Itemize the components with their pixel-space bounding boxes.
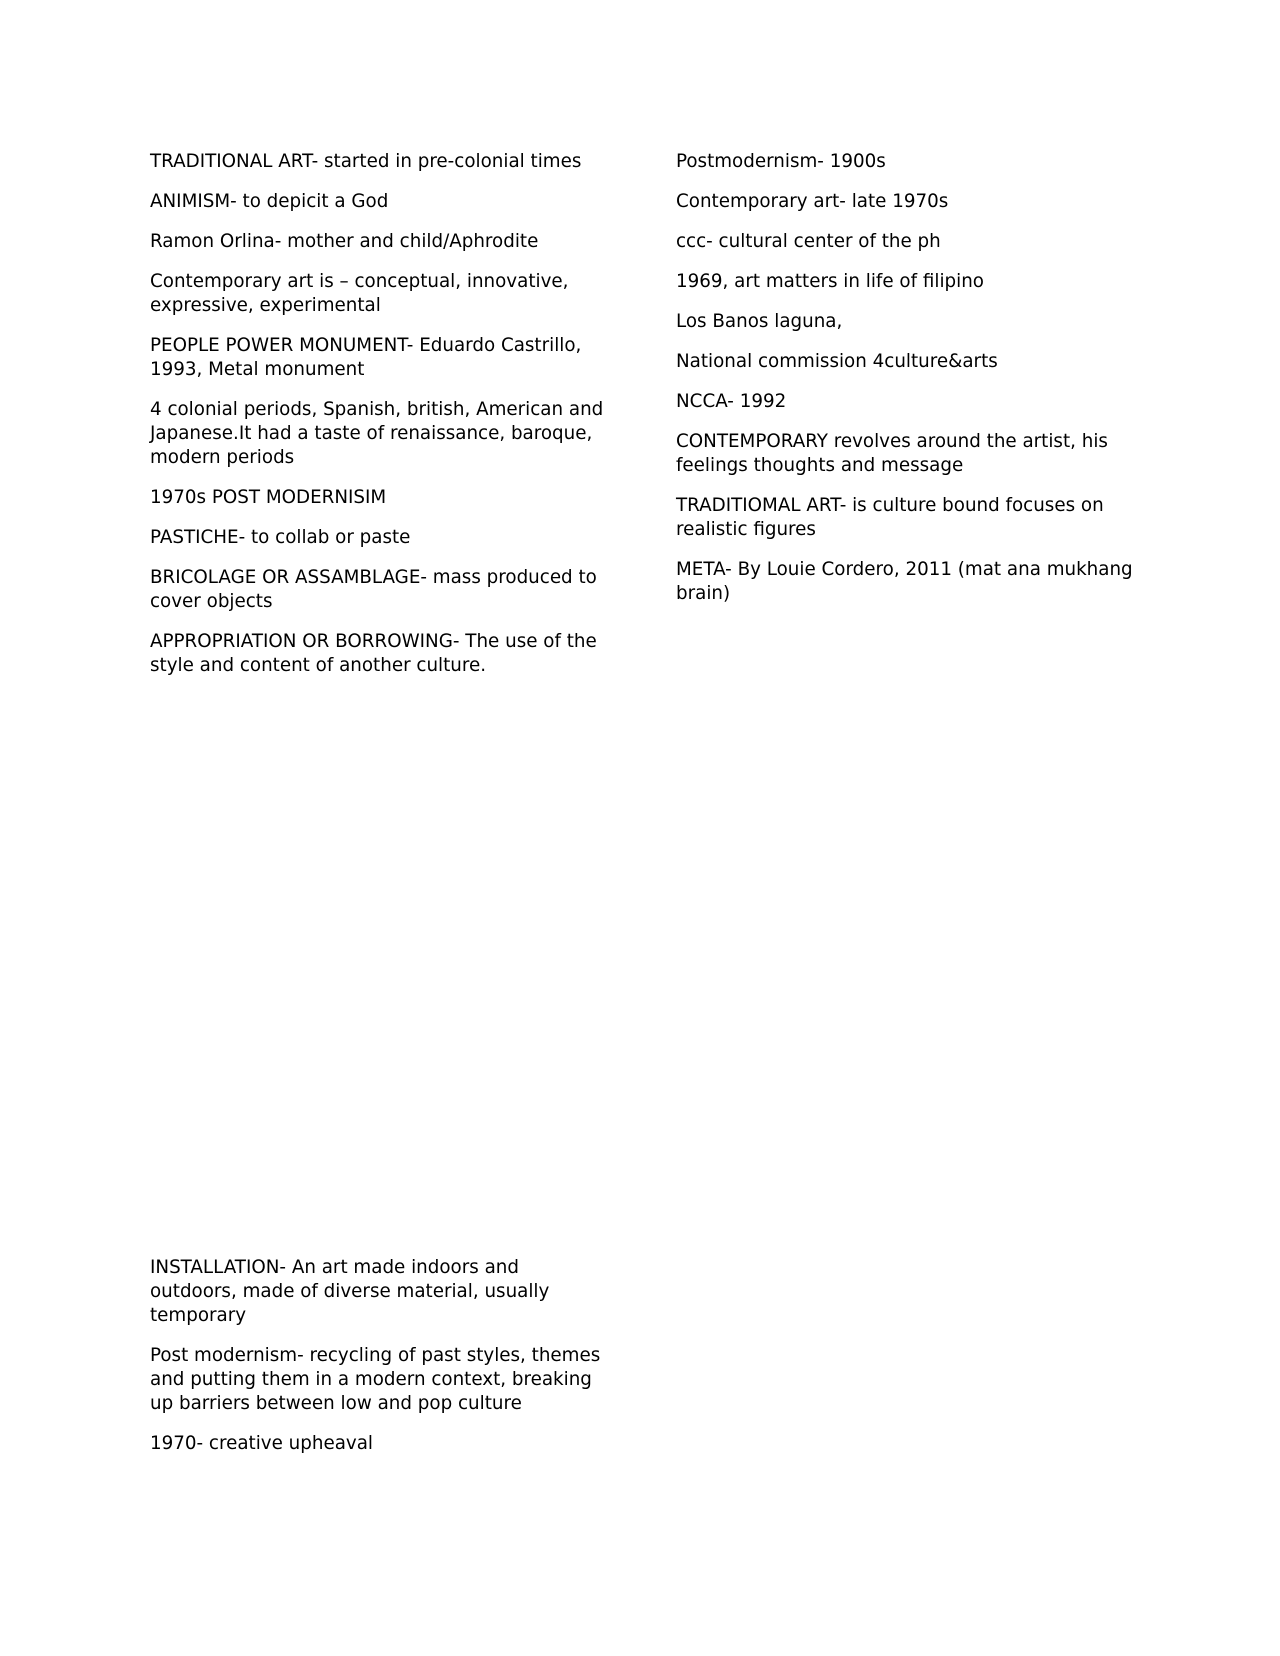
note-traditional-art: TRADITIONAL ART- started in pre-colonial times xyxy=(150,151,582,172)
note-traditiomal-art: TRADITIOMAL ART- is culture bound focuses on realistic figures xyxy=(676,495,1104,540)
note-colonial-periods: 4 colonial periods, Spanish, british, American and Japanese.It had a taste of renaissance, baroque, modern periods xyxy=(150,399,604,468)
note-animism: ANIMISM- to depicit a God xyxy=(150,191,389,212)
note-installation: INSTALLATION- An art made indoors and outdoors, made of diverse material, usually temporary xyxy=(150,1257,550,1326)
note-ncca: NCCA- 1992 xyxy=(676,391,787,412)
note-ramon-orlina: Ramon Orlina- mother and child/Aphrodite xyxy=(150,231,539,252)
note-bricolage: BRICOLAGE OR ASSAMBLAGE- mass produced to cover objects xyxy=(150,567,597,612)
right-notes-column xyxy=(676,150,1136,622)
note-contemporary-art-late-1970s: Contemporary art- late 1970s xyxy=(676,191,949,212)
note-contemporary-art-is: Contemporary art is – conceptual, innovative, expressive, experimental xyxy=(150,271,569,316)
note-1969-art-matters: 1969, art matters in life of filipino xyxy=(676,271,984,292)
note-national-commission: National commission 4culture&arts xyxy=(676,351,998,372)
note-postmodernism-1900s: Postmodernism- 1900s xyxy=(676,151,886,172)
note-los-banos: Los Banos laguna, xyxy=(676,311,843,332)
note-pastiche: PASTICHE- to collab or paste xyxy=(150,527,411,548)
note-post-modernism-recycling: Post modernism- recycling of past styles, themes and putting them in a modern context, breaking up barriers between low and pop culture xyxy=(150,1345,601,1414)
note-appropriation: APPROPRIATION OR BORROWING- The use of the style and content of another culture. xyxy=(150,631,597,676)
bottom-notes-column xyxy=(150,1256,610,1472)
note-ccc: ccc- cultural center of the ph xyxy=(676,231,941,252)
note-1970s-post-modernism: 1970s POST MODERNISIM xyxy=(150,487,387,508)
note-people-power-monument: PEOPLE POWER MONUMENT- Eduardo Castrillo, 1993, Metal monument xyxy=(150,335,582,380)
note-1970-creative-upheaval: 1970- creative upheaval xyxy=(150,1433,373,1454)
left-notes-column xyxy=(150,150,610,694)
note-meta: META- By Louie Cordero, 2011 (mat ana mukhang brain) xyxy=(676,559,1133,604)
note-contemporary-revolves: CONTEMPORARY revolves around the artist, his feelings thoughts and message xyxy=(676,431,1108,476)
